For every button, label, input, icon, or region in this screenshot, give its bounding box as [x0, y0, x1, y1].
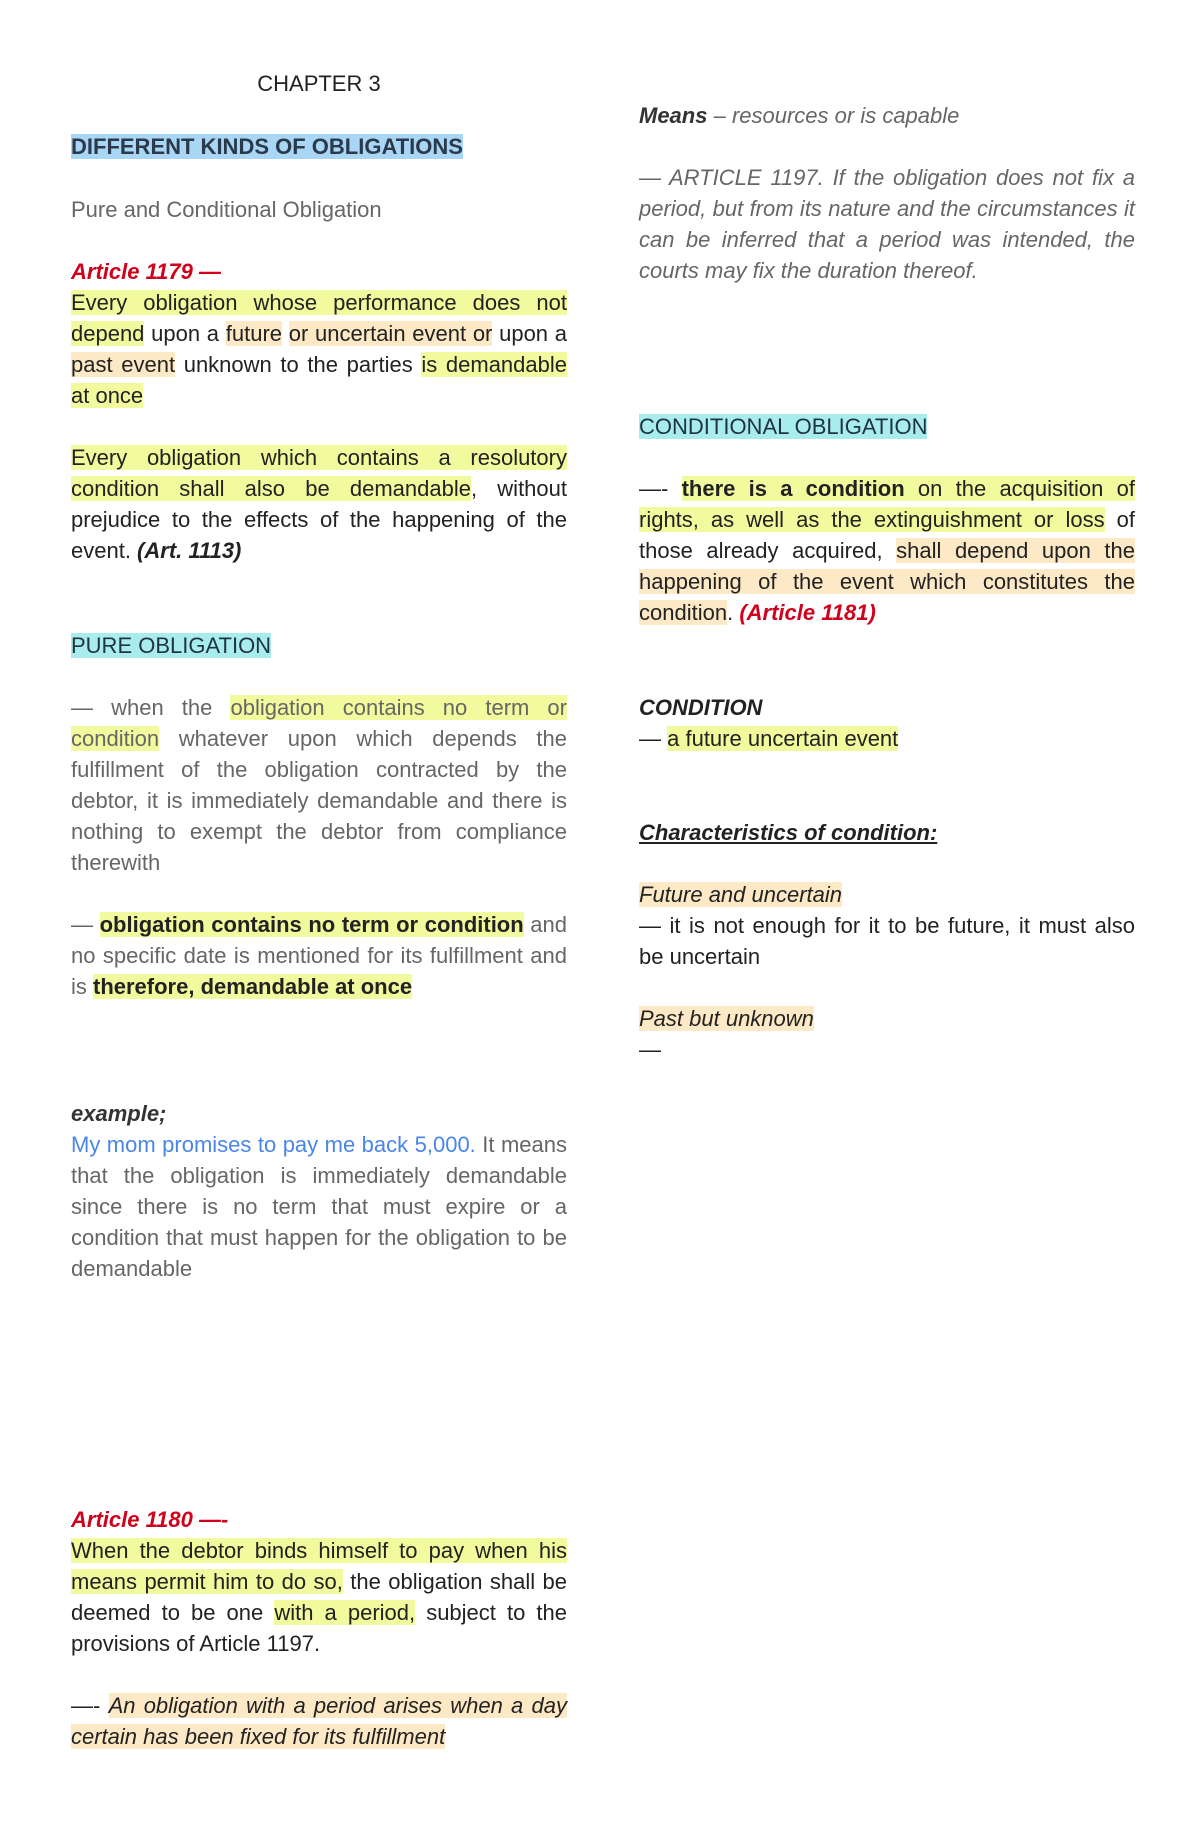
article-1197-block: [639, 162, 1135, 286]
highlight: is demandable at once: [71, 352, 567, 408]
article-1179-paragraph-1: [71, 287, 567, 411]
highlight: a future uncertain event: [667, 726, 899, 751]
characteristic-2-text: —: [639, 1037, 661, 1062]
means-definition: [639, 100, 1135, 131]
conditional-obligation-paragraph: [639, 473, 1135, 628]
conditional-obligation-heading: CONDITIONAL OBLIGATION: [639, 414, 928, 439]
text-run: —-: [639, 476, 682, 501]
highlight: shall depend upon the happening of the event which constitutes the condition: [639, 538, 1135, 625]
pure-obligation-block: [71, 630, 567, 661]
characteristic-1-title: Future and uncertain: [639, 882, 843, 907]
condition-block: [639, 692, 1135, 754]
text-run: — when the: [71, 695, 231, 720]
text-run: —: [71, 912, 100, 937]
citation: (Article 1181): [739, 600, 876, 625]
pure-obligation-heading: PURE OBLIGATION: [71, 633, 272, 658]
text-run: the obligation shall be deemed to be one: [71, 1569, 567, 1625]
pure-obligation-paragraph-1: [71, 692, 567, 878]
text-run: subject to the provisions of Article 1197.: [71, 1600, 567, 1656]
article-1179-block: [71, 256, 567, 566]
document-subtitle: Pure and Conditional Obligation: [71, 197, 382, 222]
text-run: .: [727, 600, 740, 625]
example-paragraph: [71, 1129, 567, 1284]
highlight: Every obligation whose performance does not depend: [71, 290, 567, 346]
conditional-obligation-block: [639, 411, 1135, 628]
characteristic-1-title-line: [639, 879, 1135, 910]
characteristic-2-title: Past but unknown: [639, 1006, 814, 1031]
highlight: obligation contains no term or condition: [99, 912, 524, 937]
text-run: —: [639, 726, 668, 751]
citation: (Art. 1113): [137, 538, 242, 563]
means-term: Means: [639, 103, 708, 128]
example-heading: example;: [71, 1101, 167, 1126]
article-1179-heading: Article 1179 —: [71, 259, 222, 284]
characteristic-2-title-line: [639, 1003, 1135, 1034]
subtitle-block: [71, 194, 567, 225]
text-run: whatever upon which depends the fulfillment of the obligation contracted by the debtor, it is immediately demandable and there is nothing to exempt the debtor from compliance therewith: [71, 726, 567, 875]
text-run: , without prejudice to the effects of the happening of the event.: [71, 476, 568, 563]
article-1179-paragraph-2: [71, 442, 567, 566]
means-block: [639, 100, 1135, 131]
highlight: An obligation with a period arises when a day certain has been fixed for its fulfillment: [71, 1693, 567, 1749]
chapter-heading: CHAPTER 3: [257, 71, 381, 96]
characteristics-heading: Characteristics of condition:: [639, 820, 938, 845]
highlight: with a period,: [274, 1600, 416, 1625]
highlight: Every obligation which contains a resolutory condition shall also be demandable: [71, 445, 567, 501]
condition-heading: CONDITION: [639, 695, 763, 720]
highlight: therefore, demandable at once: [93, 974, 413, 999]
characteristics-block: [639, 817, 1135, 1065]
chapter-heading-block: [71, 68, 567, 99]
article-1180-paragraph-2: [71, 1690, 567, 1752]
highlight: on the acquisition of rights, as well as the extinguishment or loss: [639, 476, 1135, 532]
highlight: When the debtor binds himself to pay when his means permit him to do so,: [71, 1538, 567, 1594]
text-run: of those already acquired,: [639, 507, 1135, 563]
title-block: [71, 131, 567, 162]
text-run: It means that the obligation is immediately demandable since there is no term that must expire or a condition that must happen for the obligation to be demandable: [71, 1132, 568, 1281]
highlight: there is a condition: [681, 476, 905, 501]
text-run: upon a: [144, 321, 226, 346]
document-title: DIFFERENT KINDS OF OBLIGATIONS: [71, 134, 463, 159]
condition-definition: [639, 723, 1135, 754]
text-run: unknown to the parties: [175, 352, 422, 377]
example-block: [71, 1098, 567, 1284]
text-run: [282, 321, 289, 346]
article-1180-paragraph-1: [71, 1535, 567, 1659]
pure-obligation-body: [71, 692, 567, 1002]
article-1197-text: — ARTICLE 1197. If the obligation does not fix a period, but from its nature and the circumstances it can be inferred that a period was intended, the courts may fix the duration thereof.: [639, 165, 1135, 283]
highlight: past event: [71, 352, 176, 377]
highlight: future: [225, 321, 283, 346]
highlight: or uncertain event or: [288, 321, 493, 346]
highlight: obligation contains no term or condition: [71, 695, 567, 751]
means-text: – resources or is capable: [707, 103, 960, 128]
text-run: —-: [71, 1693, 109, 1718]
article-1180-block: [71, 1504, 567, 1752]
text-run: upon a: [492, 321, 567, 346]
article-1180-heading: Article 1180 —-: [71, 1507, 229, 1532]
pure-obligation-paragraph-2: [71, 909, 567, 1002]
example-quote: My mom promises to pay me back 5,000.: [71, 1132, 476, 1157]
characteristic-1-text: — it is not enough for it to be future, it must also be uncertain: [639, 913, 1135, 969]
text-run: and no specific date is mentioned for its fulfillment and is: [71, 912, 567, 999]
